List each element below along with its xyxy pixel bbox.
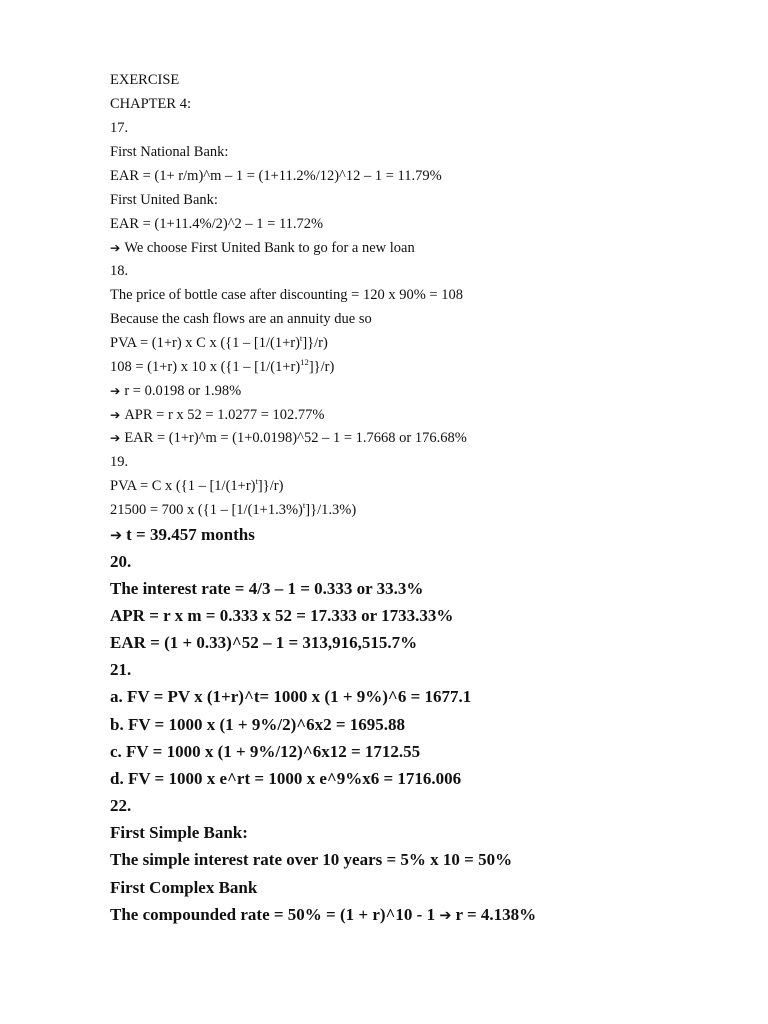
q18-pva-formula: PVA = (1+r) x C x $(\{1 - [1/(1+r)^t]\}/r)$ — [110, 333, 328, 351]
q20-ear: EAR = (1 + 0.33)^52 – 1 = 313,916,515.7% — [110, 633, 418, 652]
q22-simple-rate: The simple interest rate over 10 years = 5% x 10 = 50% — [110, 850, 513, 869]
arrow-icon: ➔ — [110, 431, 121, 445]
question-22-number: 22. — [110, 796, 132, 815]
q21-part-b: b. FV = 1000 x (1 + 9%/2)^6x2 = 1695.88 — [110, 715, 406, 734]
q18-annuity-note: Because the cash flows are an annuity due so — [110, 311, 372, 327]
document-title: EXERCISE — [110, 72, 180, 88]
question-20-number: 20. — [110, 552, 132, 571]
question-18-number: 18. — [110, 263, 129, 279]
q19-equation: 21500 = 700 x $(\{1 - [1/(1+1.3\%)^t]\}/1.3\%)$ — [110, 500, 357, 518]
q21-part-c: c. FV = 1000 x (1 + 9%/12)^6x12 = 1712.55 — [110, 742, 421, 761]
arrow-icon: ➔ — [110, 528, 123, 544]
arrow-icon: ➔ — [110, 241, 121, 255]
q21-part-a: a. FV = PV x (1+r)^t= 1000 x (1 + 9%)^6 = 1677.1 — [110, 687, 472, 706]
q17-bank2-ear: EAR = (1+11.4%/2)^2 – 1 = 11.72% — [110, 216, 324, 232]
q17-conclusion — [110, 241, 415, 256]
q22-compound-rate: The compounded rate = 50% = (1 + r)^10 - 1 ➔ r = 4.138% — [110, 905, 537, 924]
q17-bank2-name: First United Bank: — [110, 192, 218, 208]
q18-equation: 108 = (1+r) x 10 x $(\{1 - [1/(1+r)^{12}]\}/r)$ — [110, 357, 335, 375]
q18-apr-result: ➔ APR = r x 52 = 1.0277 = 102.77% — [110, 407, 325, 423]
chapter-heading: CHAPTER 4: — [110, 96, 191, 112]
q18-price: The price of bottle case after discounting = 120 x 90% = 108 — [110, 287, 463, 303]
q22-bank2-name: First Complex Bank — [110, 878, 258, 897]
q20-rate: The interest rate = 4/3 – 1 = 0.333 or 33.3% — [110, 579, 424, 598]
arrow-icon: ➔ — [439, 908, 452, 924]
q20-apr: APR = r x m = 0.333 x 52 = 17.333 or 1733.33% — [110, 606, 454, 625]
question-17-number: 17. — [110, 120, 129, 136]
q17-conclusion-text: We choose First United Bank to go for a new loan — [124, 240, 415, 256]
question-21-number: 21. — [110, 660, 132, 679]
arrow-icon: ➔ — [110, 384, 121, 398]
q17-bank1-ear: EAR = (1+ r/m)^m – 1 = (1+11.2%/12)^12 – 1 = 11.79% — [110, 168, 442, 184]
q22-bank1-name: First Simple Bank: — [110, 823, 248, 842]
q17-bank1-name: First National Bank: — [110, 144, 229, 160]
question-19-number: 19. — [110, 454, 129, 470]
q18-ear-result: ➔ EAR = (1+r)^m = (1+0.0198)^52 – 1 = 1.7668 or 176.68% — [110, 430, 467, 446]
arrow-icon: ➔ — [110, 408, 121, 422]
q21-part-d: d. FV = 1000 x e^rt = 1000 x e^9%x6 = 1716.006 — [110, 769, 462, 788]
q19-t-result: ➔ t = 39.457 months — [110, 525, 255, 544]
q18-r-result: ➔ r = 0.0198 or 1.98% — [110, 383, 242, 399]
q19-pva-formula: PVA = C x $(\{1 - [1/(1+r)^t]\}/r)$ — [110, 476, 284, 494]
